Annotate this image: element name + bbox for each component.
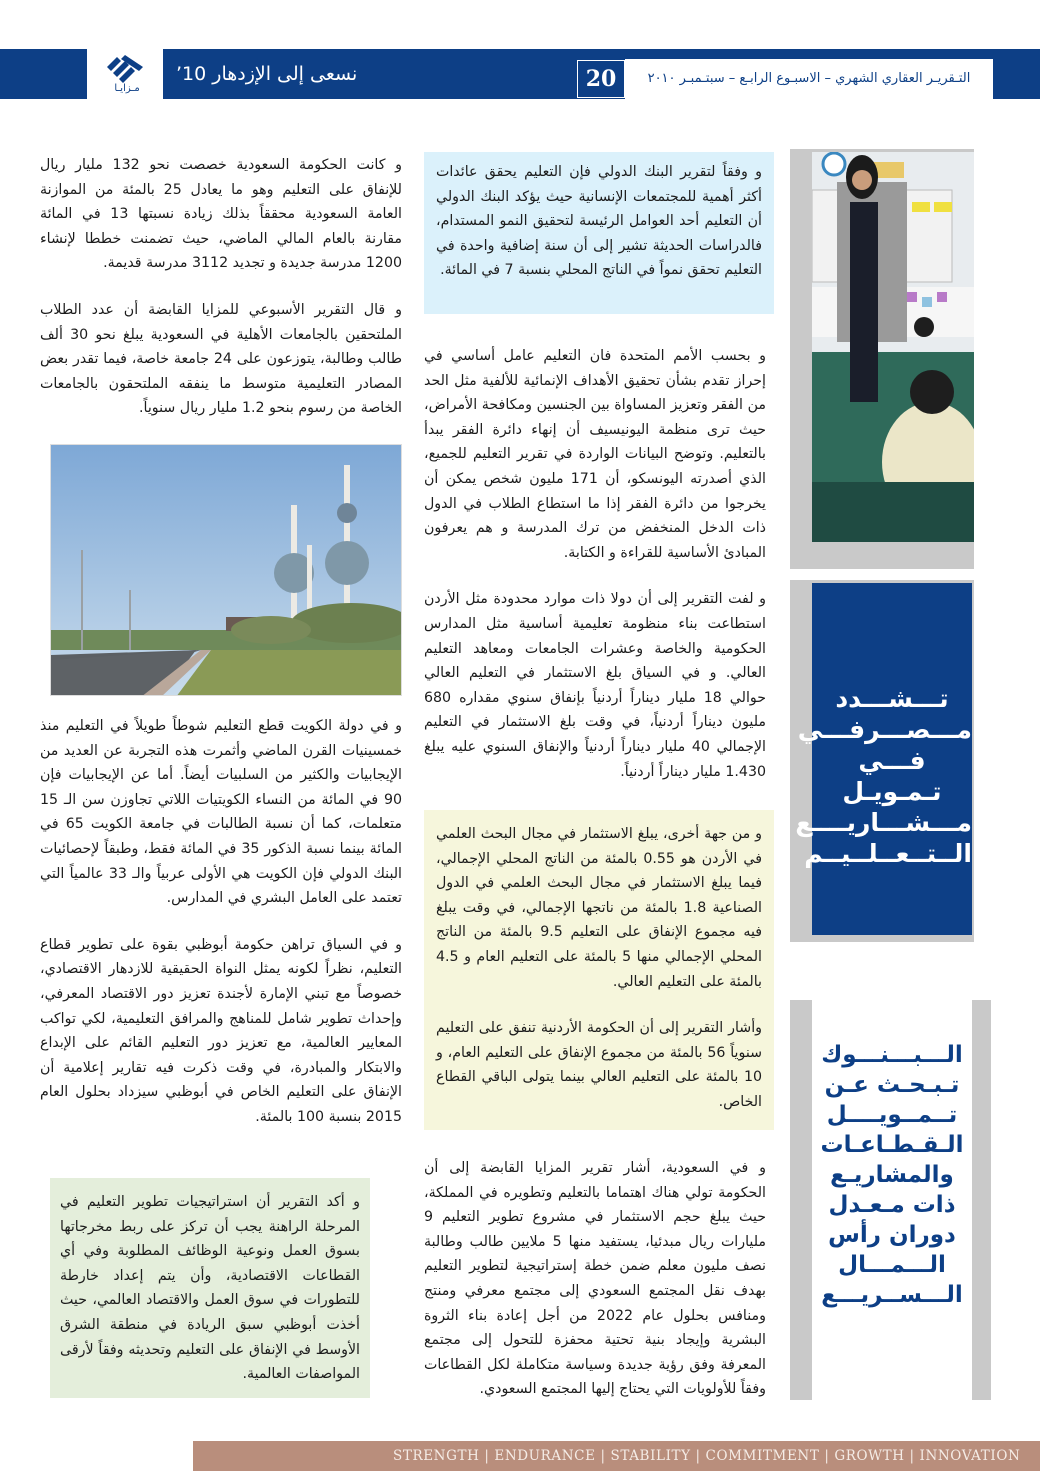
blue-callout-box [424,152,774,314]
pull-quote-banks-seek [812,1040,972,1310]
paragraph-saudi-budget: و كانت الحكومة السعودية خصصت نحو 132 مليار ريال للإنفاق على التعليم وهو ما يعادل 25 بالمئة من الموازنة العامة السعودية محققاً بذلك زيادة نسبتها 13 في المائة مقارنة بالعام المالي الماضي، حيث تضمنت خططا لإنشاء 1200 مدرسة جديدة و تجديد 3112 مدرسة قديمة. [40,157,403,272]
yellow-callout-content [436,822,762,1115]
blue-callout-text: و وفقاً لتقرير البنك الدولي فإن التعليم يحقق عائدات أكثر أهمية للمجتمعات الإنسانية حيث يؤكد البنك الدولي أن التعليم أحد العوامل الرئيسة لتحقيق النمو المستدام، فالدراسات الحديثة تشير إلى أن سنة إضافية واحدة في التعليم تحقق نمواً في الناتج المحلي بنسبة 7 في المائة. [436,164,762,279]
paragraph-saudi-private-universities: و قال التقرير الأسبوعي للمزايا القابضة أن عدد الطلاب الملتحقين بالجامعات الأهلية في السعودية يبلغ نحو 30 ألف طالب وطالبة، يتوزعون على 24 جامعة خاصة، فيما تقدر بعض المصادر التعليمية متوسط ما ينفقه الملتحقون بالجامعات الخاصة من رسوم بنحو 1.2 مليار ريال سنوياً. [40,301,402,417]
pull-quote-line: الــتــعــلــيــم [804,839,972,868]
page-number: 20 [577,60,625,98]
pull-quote-line: تـبـحـث عـن [824,1072,960,1098]
pull-quote-line: ذات مـعـدل [828,1192,956,1218]
report-title: التـقريـر العقاري الشهري – الاسبـوع الرابـع – سبتـمبـر ٢٠١٠ [625,59,993,99]
pull-quote-white [812,1000,972,1400]
yellow-paragraph-research: و من جهة أخرى، يبلغ الاستثمار في مجال البحث العلمي في الأردن هو 0.55 بالمئة من الناتج المحلي الإجمالي، فيما يبلغ الاستثمار في مجال البحث العلمي في الدول الصناعية 1.8 بالمئة من ناتجها الإجمالي، في وقت يبلغ فيه مجموع الإنفاق على التعليم 9.5 بالمئة من الناتج المحلي الإجمالي منها 5 بالمئة على التعليم العام و 4.5 بالمئة على التعليم العالي. [436,826,763,990]
footer-tagline: STRENGTH | ENDURANCE | STABILITY | COMMITMENT | GROWTH | INNOVATION [393,1448,1021,1464]
pull-quote-line: مـــشـــاريــــع [795,808,972,837]
middle-column-bottom [424,1156,766,1424]
pull-quote-line: فـــي تـمـويـل [842,746,942,806]
pull-quote-line: والمشاريـع [830,1162,954,1188]
left-column-top [40,153,402,443]
paragraph-saudi-development: و في السعودية، أشار تقرير المزايا القابضة إلى أن الحكومة تولي هناك اهتماما بالتعليم وتطويره في المملكة، حيث يبلغ حجم الاستثمار في مشروع تطوير التعليم 9 مليارات ريال مبدئيا، يستفيد منها 5 ملايين طالب وطالبة نصف مليون معلم ضمن خطة إستراتيجية لتطوير التعليم بهدف نقل المجتمع السعودي إلى مجتمع معرفي ومنتج ومنافس بحلول عام 2022 من أجل إعادة بناء الثروة البشرية وإيجاد بنية تحتية محفزة للتحول إلى مجتمع المعرفة وفق رؤية جديدة وسياسة متكاملة لكل القطاعات وفقاً للأولويات التي يحتاج إليها المجتمع السعودي. [424,1160,767,1398]
classroom-teacher-photo [812,152,974,542]
kuwait-towers-photo [50,444,402,696]
pull-quote-line: تــمــويــــل [826,1102,958,1128]
pull-quote-blue [795,583,972,935]
left-column-bottom [40,714,402,1152]
green-callout-text: و أكد التقرير أن استراتيجيات تطوير التعليم في المرحلة الراهنة يجب أن تركز على ربط مخرجاتها بسوق العمل ونوعية الوظائف المطلوبة وفي أي القطاعات الاقتصادية، وأن يتم إعداد خارطة للتطورات في سوق العمل والاقتصاد العالمي، حيث أخذت أبوظبي سبق الريادة في منطقة الشرق الأوسط في الإنفاق على التعليم وتحديثه وفقاً لأرقى المواصفات العالمية. [60,1194,360,1383]
pull-quote-line: تـــشـــدد [835,684,949,713]
logo-mark-icon [103,53,147,83]
green-callout-box [50,1178,370,1398]
pull-quote-line: الـــمـــال [838,1252,946,1278]
logo-wordmark: مـزايـا [114,83,140,94]
pull-quote-line: مـــصـــرفـــي [797,715,972,744]
pull-quote-line: الـــســريـــع [821,1282,963,1308]
middle-column-body [424,344,766,806]
yellow-paragraph-jordan-spending: وأشار التقرير إلى أن الحكومة الأردنية تنفق على التعليم سنوياً 56 بالمئة من مجموع الإنفاق على التعليم العام، و 10 بالمئة على التعليم العالي بينما يتولى الباقي القطاع الخاص. [436,1020,762,1110]
yellow-callout-box [424,810,774,1130]
pull-quote-line: دوران رأس [828,1222,956,1248]
pull-quote-line: الـــبـــنـــوك [821,1042,963,1068]
paragraph-abudhabi-education: و في السياق تراهن حكومة أبوظبي بقوة على تطوير قطاع التعليم، نظراً لكونه يمثل النواة الحقيقية للازدهار الاقتصادي، خصوصاً مع تبني الإمارة لأجندة تعزيز دور الاقتصاد المعرفي، وإحداث تطوير شامل للمناهج والمرافق التعليمية، لكي تواكب المعايير العالمية، مع تعزيز دور التعليم القائم على الإبداع والابتكار والمبادرة، في وقت ذكرت فيه تقارير إعلامية أن الإنفاق على التعليم الخاص في أبوظبي سيزداد بحلول العام 2015 بنسبة 100 بالمئة. [40,936,402,1125]
paragraph-kuwait-education: و في دولة الكويت قطع التعليم شوطاً طويلاً في التعليم منذ خمسينيات القرن الماضي وأثمرت هذه التجربة عن العديد من الإيجابيات والكثير من السلبيات أيضاً. أما عن الإيجابيات فإن 90 في المائة من النساء الكويتيات اللاتي تجاوزن سن الـ 15 متعلمات، كما أن نسبة الطالبات في جامعة الكويت 65 في المائة بينما نسبة الذكور 35 في المائة فقط، وطبقاً لإحصائيات البنك الدولي فإن الكويت هي الأولى عربياً والـ 33 عالمياً التي تعتمد على العامل البشري في المدارس. [40,718,403,907]
slogan-title: نسعى إلى الإزدهار 10’ [176,63,358,85]
paragraph-un-education: و بحسب الأمم المتحدة فان التعليم عامل أساسي في إحراز تقدم بشأن تحقيق الأهداف الإنمائية للألفية مثل الحد من الفقر وتعزيز المساواة بين الجنسين ومكافحة الأمراض، حيث ترى منظمة اليونيسيف أن إنهاء دائرة الفقر يبدأ بالتعليم. وتوضح البيانات الواردة في تقرير التعليم للجميع، الذي أصدرته اليونسكو، أن 171 مليون شخص يمكن أن يخرجوا من دائرة الفقر إذا ما استطاع الطلاب في الدول ذات الدخل المنخفض من ترك المدرسة و هم يعرفون المبادئ الأساسية للقراءة و الكتابة. [424,348,766,561]
mazaya-logo [87,49,163,99]
paragraph-jordan-education: و لفت التقرير إلى أن دولا ذات موارد محدودة مثل الأردن استطاعت بناء منظومة تعليمية أساسية مثل المدارس الحكومية والخاصة وعشرات الجامعات ومعاهد التعليم العالي. و في السياق بلغ الاستثمار في التعليم العالي حوالي 18 مليار ديناراً أردنياً بإنفاق سنوي مقداره 680 مليون ديناراً أردنياً، في وقت بلغ الاستثمار في التعليم الإجمالي 40 مليار ديناراً أردنياً والإنفاق السنوي عليه يبلغ 1.430 مليار ديناراً أردنياً. [424,591,766,780]
pull-quote-banks-strict [795,683,972,869]
pull-quote-line: الـقـطـاعـات [820,1132,964,1158]
